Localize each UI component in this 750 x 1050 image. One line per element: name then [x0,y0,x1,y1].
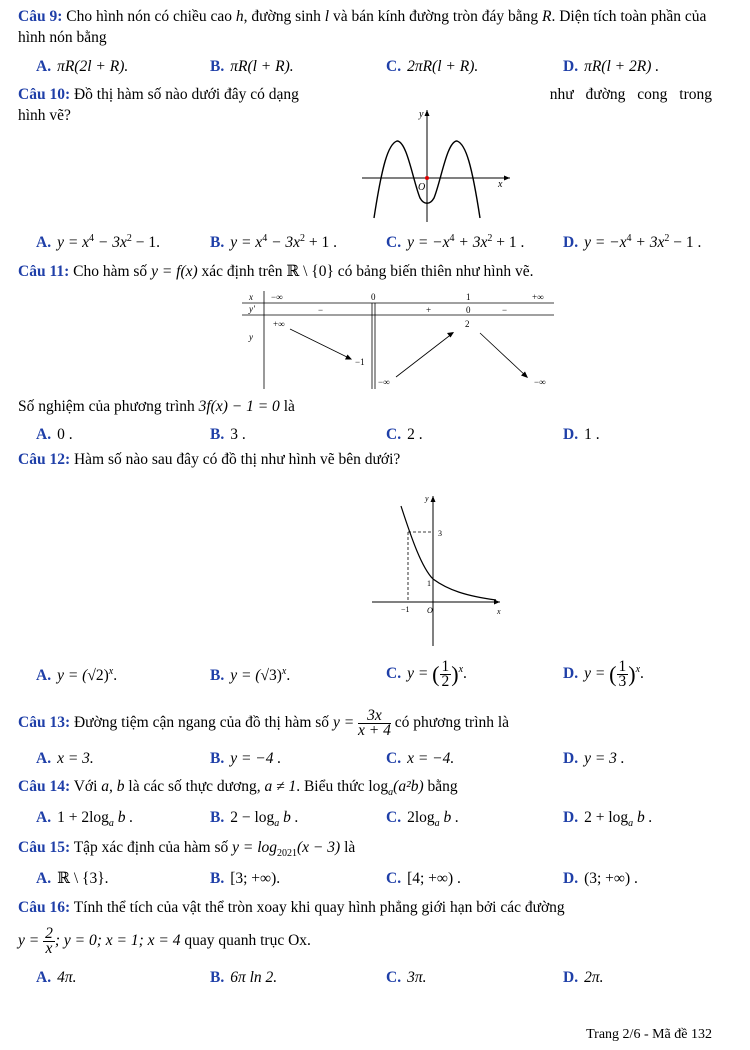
option-c[interactable]: C. 3π. [386,969,427,986]
option-d[interactable]: D. y = 3 . [563,750,625,767]
option-c[interactable]: C. [4; +∞) . [386,870,461,887]
graph-origin-label: O [427,606,433,615]
svg-text:−∞: −∞ [534,377,546,387]
graph-y-label: y [425,494,429,503]
option-b[interactable]: B. $2 - \log_a b$ . [210,809,299,830]
question-10-line2: hình vẽ? [18,107,71,124]
option-c[interactable]: C. $y = -x^4 + 3x^2 + 1$ . [386,232,525,251]
option-d[interactable]: D. 1 . [563,426,600,443]
svg-text:−1: −1 [401,605,410,614]
option-a[interactable]: A. $y = x^4 - 3x^2 - 1$. [36,232,161,251]
option-a[interactable]: A. 4π. [36,969,77,986]
svg-text:+∞: +∞ [532,292,544,302]
svg-text:y′: y′ [249,304,255,314]
question-label: Câu 9: [18,8,63,25]
page-footer: Trang 2/6 - Mã đề 132 [586,1027,712,1042]
option-d[interactable]: D. πR(l + 2R) . [563,58,660,75]
svg-text:3: 3 [438,529,442,538]
option-d[interactable]: D. $2 + \log_a b$ . [563,809,653,830]
option-c[interactable]: C. x = −4. [386,750,455,767]
option-a[interactable]: A. $1 + 2\log_a$ b . [36,809,134,830]
svg-text:−1: −1 [355,357,365,367]
svg-text:−: − [502,305,508,315]
option-c[interactable]: C. $2\log_a$ b . [386,809,460,830]
question-12: Câu 12: Hàm số nào sau đây có đồ thị như hình vẽ bên dưới? [18,451,401,468]
svg-text:0: 0 [371,292,376,302]
svg-text:−∞: −∞ [271,292,283,302]
option-b[interactable]: B. $y = (√3)^x$. [210,665,291,684]
option-d[interactable]: D. 2π. [563,969,604,986]
question-15: Câu 15: Tập xác định của hàm số $y = \log_{2021}(x - 3)$ là [18,839,356,860]
option-d[interactable]: D. y = ( $\frac{1}{3}$ )$^x$. [563,657,644,690]
question-13: Câu 13: Đường tiệm cận ngang của đồ thị hàm số y = $\frac{3x}{x + 4}$ có phương trình là [18,706,510,739]
svg-text:y: y [249,332,253,342]
option-b[interactable]: B. [3; +∞). [210,870,281,887]
option-b[interactable]: B. $y = x^4 - 3x^2 + 1$ . [210,232,338,251]
option-c[interactable]: C. 2πR(l + R). [386,58,479,75]
option-a[interactable]: A. ℝ \ {3}. [36,870,109,887]
graph-y-label: y [419,109,424,120]
svg-text:+∞: +∞ [273,319,285,329]
quartic-graph [358,106,518,224]
svg-text:2: 2 [465,319,470,329]
question-9: Câu 9: Cho hình nón có chiều cao h, đường sinh l và bán kính đường tròn đáy bằng R. Diện tích toàn phần của hình nón bằng [18,8,707,46]
option-b[interactable]: B. 3 . [210,426,246,443]
option-b[interactable]: B. πR(l + R). [210,58,294,75]
option-c[interactable]: C. y = ( $\frac{1}{2}$ )$^x$. [386,657,467,690]
option-a[interactable]: A. πR(2l + R). [36,58,129,75]
option-b[interactable]: B. y = −4 . [210,750,282,767]
exponential-graph [368,492,508,648]
question-11-line2: Số nghiệm của phương trình 3f(x) − 1 = 0 là [18,398,295,415]
option-d[interactable]: D. (3; +∞) . [563,870,638,887]
svg-text:1: 1 [427,579,431,588]
question-16-line2: y = $\frac{2}{x}$ ; y = 0; x = 1; x = 4 quay quanh trục Ox. [18,924,311,957]
question-10: Câu 10: Đồ thị hàm số nào dưới đây có dạng [18,86,299,103]
graph-x-label: x [497,607,501,616]
option-c[interactable]: C. 2 . [386,426,423,443]
svg-text:−∞: −∞ [378,377,390,387]
variation-table [240,287,560,391]
question-11: Câu 11: Cho hàm số y = f(x) xác định trên ℝ \ {0} có bảng biến thiên như hình vẽ. [18,263,534,280]
svg-text:−: − [318,305,324,315]
option-b[interactable]: B. 6π ln 2. [210,969,278,986]
svg-text:+: + [426,305,432,315]
svg-text:1: 1 [466,292,471,302]
question-14: Câu 14: Với a, b là các số thực dương, a ≠ 1. Biểu thức $\log_a(a^2b)$ bằng [18,778,458,799]
svg-text:0: 0 [466,305,471,315]
option-a[interactable]: A. x = 3. [36,750,94,767]
option-d[interactable]: D. $y = -x^4 + 3x^2 - 1$ . [563,232,702,251]
option-a[interactable]: A. 0 . [36,426,73,443]
question-16: Câu 16: Tính thể tích của vật thể tròn xoay khi quay hình phẳng giới hạn bởi các đường [18,899,565,916]
question-10-right-text: như đường cong trong [549,86,712,103]
svg-text:x: x [249,292,253,302]
graph-origin-label: O [418,182,426,193]
option-a[interactable]: A. $y = (√2)^x$. [36,665,118,684]
graph-x-label: x [498,179,503,190]
